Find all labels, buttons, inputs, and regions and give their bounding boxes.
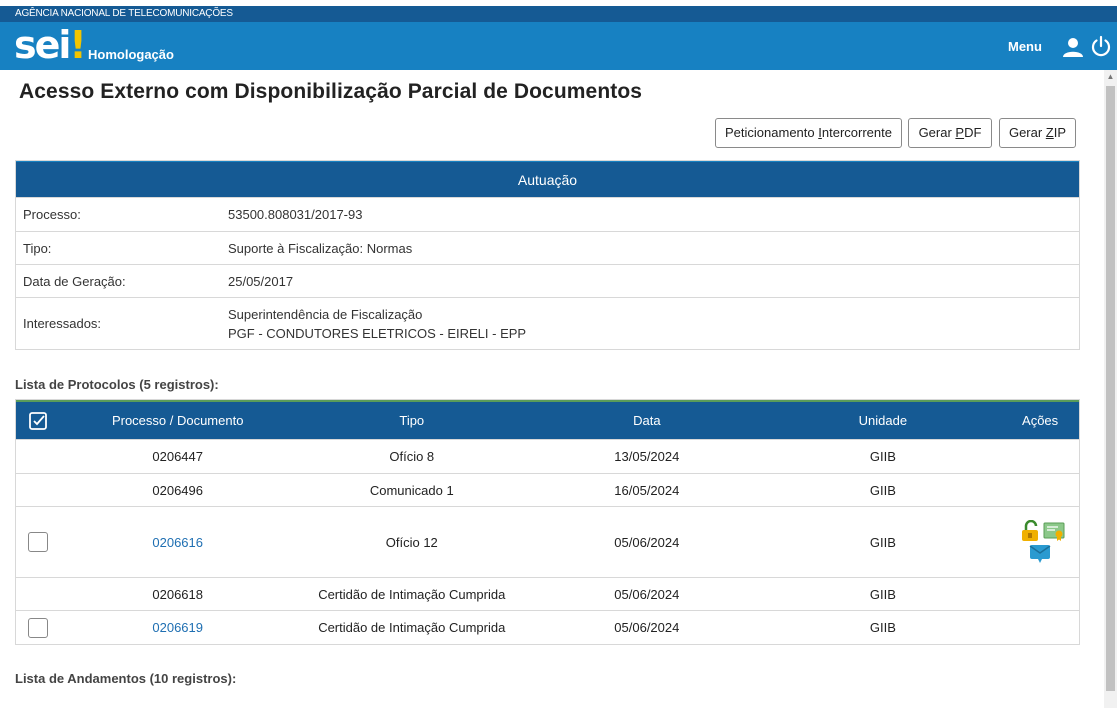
autuacao-label: Interessados: xyxy=(23,316,102,331)
autuacao-label: Processo: xyxy=(23,207,81,222)
select-all-cell xyxy=(16,411,61,431)
table-row xyxy=(16,577,1079,610)
protocolos-header xyxy=(16,400,1079,439)
autuacao-row-tipo xyxy=(16,231,1079,264)
column-header-acoes: Ações xyxy=(1022,413,1059,428)
user-icon[interactable] xyxy=(1062,36,1084,58)
autuacao-label: Data de Geração: xyxy=(23,273,126,289)
autuacao-row-data xyxy=(16,264,1079,297)
documento-data: 05/06/2024 xyxy=(614,534,680,550)
documento-tipo: Ofício 8 xyxy=(389,449,435,464)
envelope-icon[interactable] xyxy=(1029,542,1051,564)
autuacao-value: 25/05/2017 xyxy=(228,273,294,289)
scroll-up-arrow-icon[interactable]: ▲ xyxy=(1106,72,1115,81)
protocolos-caption: Lista de Protocolos (5 registros): xyxy=(15,377,219,392)
interessado-item: PGF - CONDUTORES ELETRICOS - EIRELI - EPP xyxy=(228,325,527,341)
documento-number: 0206618 xyxy=(152,586,204,602)
autuacao-header: Autuação xyxy=(16,161,1079,197)
page-title: Acesso Externo com Disponibilização Parcial de Documentos xyxy=(19,80,643,103)
environment-label: Homologação xyxy=(88,47,174,62)
autuacao-row-interessados xyxy=(16,297,1079,349)
logo-mark: ! xyxy=(69,23,85,67)
table-row xyxy=(16,506,1079,577)
documento-number: 0206447 xyxy=(152,449,204,464)
interessado-item: Superintendência de Fiscalização xyxy=(228,306,423,322)
autuacao-value: 53500.808031/2017-93 xyxy=(228,207,363,222)
table-row xyxy=(16,439,1079,473)
agency-bar xyxy=(0,6,1117,22)
row-actions xyxy=(1001,520,1079,564)
documento-tipo: Ofício 12 xyxy=(385,534,438,550)
autuacao-value: Suporte à Fiscalização: Normas xyxy=(228,240,413,256)
action-icons-top xyxy=(1020,520,1065,542)
documento-tipo: Certidão de Intimação Cumprida xyxy=(318,620,506,635)
documento-number: 0206496 xyxy=(152,482,204,498)
andamentos-caption: Lista de Andamentos (10 registros): xyxy=(15,671,237,686)
documento-unidade: GIIB xyxy=(869,449,896,464)
row-select-cell xyxy=(16,532,61,552)
autuacao-label: Tipo: xyxy=(23,240,52,256)
documento-unidade: GIIB xyxy=(869,620,896,635)
documento-data: 13/05/2024 xyxy=(614,449,680,464)
documento-link-cell xyxy=(61,620,295,635)
documento-tipo: Comunicado 1 xyxy=(369,482,454,498)
autuacao-table xyxy=(15,160,1080,350)
gerar-pdf-button[interactable]: Gerar PDF xyxy=(908,118,992,148)
documento-unidade: GIIB xyxy=(869,586,896,602)
documento-data: 16/05/2024 xyxy=(614,482,680,498)
autuacao-row-processo xyxy=(16,197,1079,231)
row-checkbox[interactable] xyxy=(28,618,48,638)
protocolos-table xyxy=(15,399,1080,645)
documento-tipo: Certidão de Intimação Cumprida xyxy=(318,586,506,602)
documento-link[interactable]: 0206619 xyxy=(152,620,204,635)
logo-text: sei xyxy=(14,23,70,67)
documento-unidade: GIIB xyxy=(869,534,896,550)
gerar-zip-button[interactable]: Gerar ZIP xyxy=(999,118,1076,148)
select-all-checkbox-icon[interactable] xyxy=(28,411,48,431)
column-header-documento[interactable]: Processo / Documento xyxy=(111,413,244,428)
header xyxy=(0,22,1117,70)
column-header-tipo[interactable]: Tipo xyxy=(399,413,425,428)
documento-link-cell xyxy=(61,535,295,550)
column-header-data[interactable]: Data xyxy=(633,413,661,428)
power-icon[interactable] xyxy=(1090,35,1112,57)
documento-link[interactable]: 0206616 xyxy=(152,534,204,550)
row-select-cell xyxy=(16,618,61,638)
table-row xyxy=(16,473,1079,506)
unlock-icon[interactable] xyxy=(1020,520,1042,542)
documento-unidade: GIIB xyxy=(869,482,896,498)
autuacao-value xyxy=(228,305,1079,343)
menu-link[interactable]: Menu xyxy=(1008,39,1042,54)
scrollbar-thumb[interactable] xyxy=(1106,86,1115,691)
certificate-icon[interactable] xyxy=(1043,520,1065,542)
documento-data: 05/06/2024 xyxy=(614,586,680,602)
table-row xyxy=(16,610,1079,644)
documento-data: 05/06/2024 xyxy=(614,620,680,635)
sei-logo[interactable] xyxy=(14,24,85,66)
column-header-unidade[interactable]: Unidade xyxy=(858,413,908,428)
agency-name: AGÊNCIA NACIONAL DE TELECOMUNICAÇÕES xyxy=(15,8,233,19)
peticionamento-intercorrente-button[interactable]: Peticionamento Intercorrente xyxy=(715,118,902,148)
row-checkbox[interactable] xyxy=(28,532,48,552)
